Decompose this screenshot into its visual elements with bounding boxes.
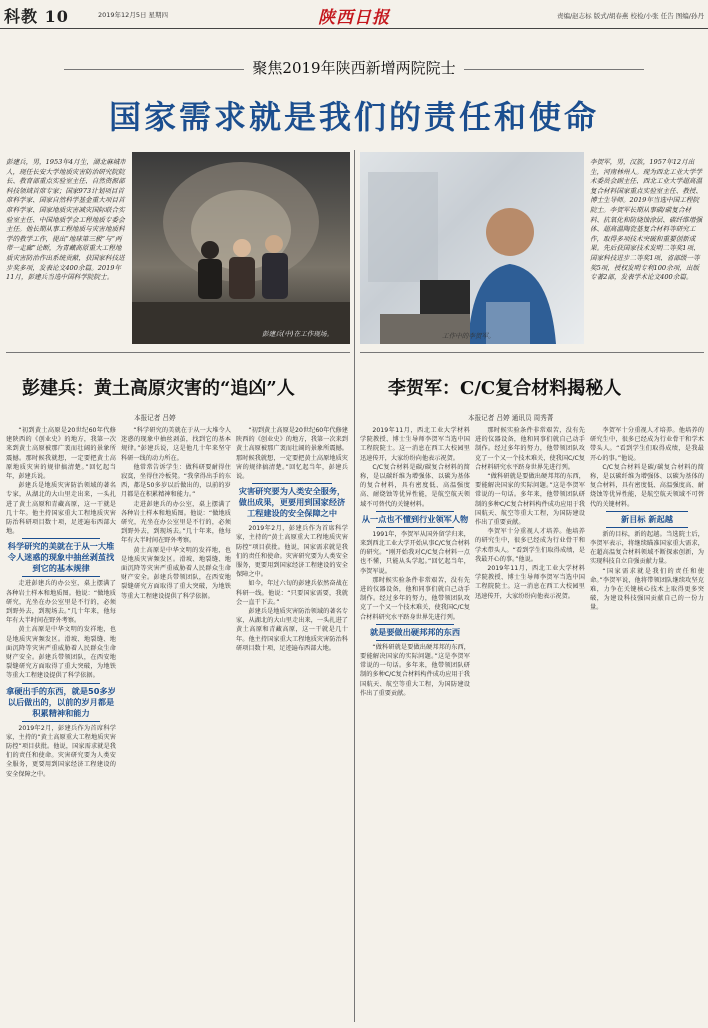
paragraph: “初到黄土高原是20世纪60年代修建陕西的《创业史》的地方，我第一次来到黄土高原被那广袤而壮阔的景象所震撼。那时候我就想，一定要把黄土高原地质灾害的规律搞清楚。”回忆起当年，彭建兵说。 — [236, 427, 348, 481]
left-subhead-3: 灾害研究要为人类安全服务，做出成果，更要用到国家经济工程建设的安全保障之中 — [236, 483, 348, 522]
paragraph: 他常常告诉学生：做科研要耐得住寂寞，坐得住冷板凳。“我拿得出手的东西，都是50多岁以后做出的，以前的岁月都是在积累精神和能力。” — [121, 463, 231, 499]
left-body-col1 — [6, 426, 116, 1024]
left-photo — [132, 152, 350, 344]
paragraph: 李贺军十分重视人才培养。他培养的研究生中，很多已经成为行业骨干和学术带头人。“看到学生们取得成绩，是我最开心的事。”他说。 — [475, 528, 585, 563]
paragraph: 新的目标，新的起越。当选院士后，李贺军表示，将继续瞄准国家重大需求，在超高温复合材料领域不断探索创新，为实现科技自立自强贡献力量。 — [590, 530, 704, 566]
right-body-col1 — [360, 426, 470, 1024]
left-byline: 本报记者 吕婷 — [134, 414, 176, 422]
right-bio: 李贺军，男，汉族，1957年12月出生，河南林州人。现为西北工业大学学术委员会副主任、西北工业大学超高温复合材料国家重点实验室主任、教授、博士生导师。2019年当选中国工程院院士。李贺军长期从事碳/碳复合材料、抗氧化和防烧蚀涂层、碳纤维增强体、超高温陶瓷基复合材料等研究工作，取得多项技术突破和重要创新成果。先后获国家技术发明二等奖1项、国家科技进步二等奖1项、省部级一等奖5项，授权发明专利100余项，出版专著2部，发表学术论文400余篇。 — [590, 158, 703, 282]
paragraph: 黄土高原是中华文明的发祥地，也是地质灾害频发区。滑坡、地裂缝、地面沉降等灾害严重威胁着人民群众生命财产安全。彭建兵带领团队，在西安地裂缝研究方面取得了重大突破，为地铁等重大工程建设提供了科学依据。 — [6, 626, 116, 680]
right-body-col2 — [475, 426, 585, 1024]
right-byline: 本报记者 吕婷 通讯员 周秀菁 — [468, 414, 554, 422]
paragraph: “初到黄土高原是20世纪60年代修建陕西的《创业史》的地方，我第一次来到黄土高原被那广袤而壮阔的景象所震撼。那时候我就想，一定要把黄土高原地质灾害的规律搞清楚。”回忆起当年，彭建兵说。 — [6, 427, 116, 481]
paragraph: “科学研究的美就在于从一大堆令人迷惑的现象中抽丝剥茧，找到它的基本规律。”彭建兵说，这是他几十年来坚守科研一线的动力所在。 — [121, 427, 231, 462]
paragraph: 2019年11月，西北工业大学材料学院教授、博士生导师李贺军当选中国工程院院士。这一消息在西工大校园里迅速传开，大家纷纷向他表示祝贺。 — [475, 565, 585, 600]
paragraph: 1991年，李贺军从国外留学归来，来到西北工业大学开始从事C/C复合材料的研究。“刚开始我对C/C复合材料一点也不懂，只能从头学起。”回忆起当年，李贺军说。 — [360, 530, 470, 575]
paragraph: C/C复合材料是碳/碳复合材料的简称，是以碳纤维为增强体、以碳为基体的复合材料，具有密度低、高温强度高、耐烧蚀等优异性能，是航空航天领域不可替代的关键材料。 — [360, 463, 470, 508]
right-divider — [360, 352, 704, 353]
right-subhead-3: 新目标 新起越 — [590, 511, 704, 528]
paragraph: 2019年2月，彭建兵作为首席科学家，主持的“黄土高原重大工程地质灾害防控”项目获批。他说，国家需求就是我们的责任和使命。灾害研究要为人类安全服务，更要用到国家经济工程建设的安全保障之中。 — [236, 525, 348, 579]
left-bio: 彭建兵，男，1953年4月生，湖北麻城市人，现任长安大学地质灾害防治研究院院长、教育部重点实验室主任、自然资源部科技领域首席专家；国家973计划项目首席科学家、国家自然科学基金重大项目首席科学家、国家地质灾害减灾国际联合实验室主任、中国地质学会工程地质专委会主任。他长期从事工程地质与灾害地质科学的教学工作，提出“地球第三极”与“两带一走廊”论断，为青藏高原重大工程地质灾害防治作出系统贡献，获国家科技进步奖多项，发表论文400余篇。2019年11月，彭建兵当选中国科学院院士。 — [6, 158, 126, 282]
paragraph: 如今，年过六旬的彭建兵依然奋战在科研一线。他说：“只要国家需要，我就会一直干下去。” — [236, 580, 348, 606]
left-article-title: 彭建兵：黄土高原灾害的“追凶”人 — [22, 378, 295, 399]
paragraph: 走进彭建兵的办公室，桌上摆满了各种岩土样本和地质图。他说：“做地质研究，光坐在办公室里是不行的，必须到野外去，到现场去。”几十年来，他每年有大半时间在野外考察。 — [6, 580, 116, 625]
portrait-scene-graphic — [360, 152, 584, 344]
newspaper-logo: 陕西日报 — [318, 8, 390, 28]
right-photo — [360, 152, 584, 344]
page-header — [0, 0, 708, 29]
paragraph: 2019年11月，西北工业大学材料学院教授、博士生导师李贺军当选中国工程院院士。这一消息在西工大校园里迅速传开，大家纷纷向他表示祝贺。 — [360, 427, 470, 462]
paragraph: 那时候实验条件非常艰苦，没有先进的仪器设备，他和同事们就自己动手制作。经过多年的努力，他带领团队攻克了一个又一个技术难关，使我国C/C复合材料研究水平跻身世界先进行列。 — [360, 576, 470, 621]
left-subhead-1: 科学研究的美就在于从一大堆令人迷惑的现象中抽丝剥茧找到它的基本规律 — [6, 538, 116, 577]
left-body-col3 — [236, 426, 348, 1024]
paragraph: 李贺军十分重视人才培养。他培养的研究生中，很多已经成为行业骨干和学术带头人。“看到学生们取得成绩，是我最开心的事。”他说。 — [590, 427, 704, 462]
paragraph: 彭建兵是地质灾害防治领域的著名专家，从湖北的大山里走出来，一头扎进了黄土高原和青藏高原，这一干就是几十年。他主持国家重大工程地质灾害防治科研项目数十项，足迹遍布西部大地。 — [236, 608, 348, 652]
paragraph: 黄土高原是中华文明的发祥地，也是地质灾害频发区。滑坡、地裂缝、地面沉降等灾害严重威胁着人民群众生命财产安全。彭建兵带领团队，在西安地裂缝研究方面取得了重大突破，为地铁等重大工程建设提供了科学依据。 — [121, 546, 231, 600]
cave-scene-graphic — [132, 152, 350, 344]
paragraph: “做科研就是要做出硬邦邦的东西，要能解决国家的实际问题。”这是李贺军常说的一句话。多年来，他带领团队研制的多种C/C复合材料构件成功应用于我国航天、航空等重大工程，为国防建设作出了重要贡献。 — [360, 643, 470, 697]
paragraph: 走进彭建兵的办公室，桌上摆满了各种岩土样本和地质图。他说：“做地质研究，光坐在办公室里是不行的，必须到野外去，到现场去。”几十年来，他每年有大半时间在野外考察。 — [121, 500, 231, 545]
topic-banner — [0, 57, 708, 78]
right-article-title: 李贺军：C/C复合材料揭秘人 — [388, 378, 622, 399]
left-divider — [6, 352, 350, 353]
paragraph: “国家需求就是我们的责任和使命。”李贺军说，他将带领团队继续攻坚克难，力争在关键核心技术上取得更多突破，为建设科技强国贡献自己的一份力量。 — [590, 567, 704, 612]
paragraph: C/C复合材料是碳/碳复合材料的简称，是以碳纤维为增强体、以碳为基体的复合材料，具有密度低、高温强度高、耐烧蚀等优异性能，是航空航天领域不可替代的关键材料。 — [590, 463, 704, 508]
right-photo-caption: 工作中的李贺军。 — [442, 332, 495, 340]
right-subhead-1: 从一点也不懂到行业领军人物 — [360, 511, 470, 528]
paragraph: 那时候实验条件非常艰苦，没有先进的仪器设备，他和同事们就自己动手制作。经过多年的努力，他带领团队攻克了一个又一个技术难关，使我国C/C复合材料研究水平跻身世界先进行列。 — [475, 427, 585, 471]
left-subhead-2: 拿硬出手的东西，就是50多岁以后做出的，以前的岁月都是积累精神和能力 — [6, 683, 116, 722]
right-body-col3 — [590, 426, 704, 1024]
section-label: 科教 10 — [4, 7, 69, 26]
issue-date: 2019年12月5日 星期四 — [98, 11, 169, 19]
paragraph: 2019年2月，彭建兵作为首席科学家，主持的“黄土高原重大工程地质灾害防控”项目获批。他说，国家需求就是我们的责任和使命。灾害研究要为人类安全服务，更要用到国家经济工程建设的安全保障之中。 — [6, 724, 116, 778]
right-subhead-2: 就是要做出硬邦邦的东西 — [360, 624, 470, 641]
topic-banner-text: 聚焦2019年陕西新增两院院士 — [252, 59, 456, 77]
paragraph: 彭建兵是地质灾害防治领域的著名专家，从湖北的大山里走出来，一头扎进了黄土高原和青藏高原，这一干就是几十年。他主持国家重大工程地质灾害防治科研项目数十项，足迹遍布西部大地。 — [6, 482, 116, 536]
editor-credits: 责编/赵志标 版式/胡春燕 校检/小张 任告 图编/孙丹 — [556, 12, 704, 20]
paragraph: “做科研就是要做出硬邦邦的东西，要能解决国家的实际问题。”这是李贺军常说的一句话。多年来，他带领团队研制的多种C/C复合材料构件成功应用于我国航天、航空等重大工程，为国防建设作出了重要贡献。 — [475, 473, 585, 527]
left-body-col2 — [121, 426, 231, 1024]
center-divider — [354, 150, 355, 1022]
main-headline: 国家需求就是我们的责任和使命 — [108, 98, 599, 136]
left-photo-caption: 彭建兵(中)在工作现场。 — [262, 330, 334, 338]
